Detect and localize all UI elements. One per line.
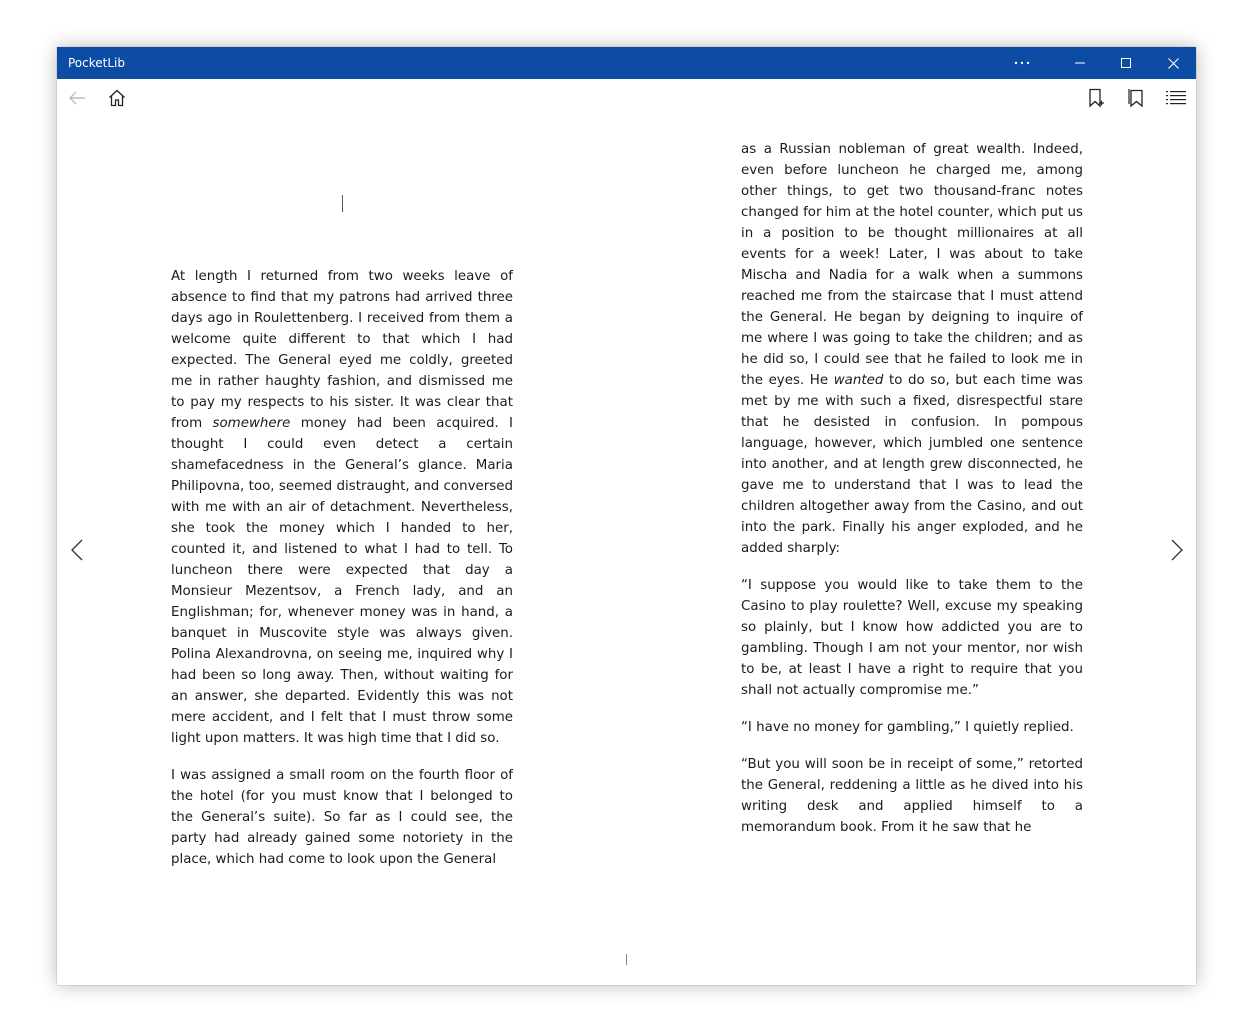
- paragraph-text: as a Russian nobleman of great wealth. Indeed, even before luncheon he charged me, among other things, to get two thousand-franc notes changed for him at the hotel counter, which put us in a position to be thought millionaires at all events for a week! Later, I was about to take Mischa and Nadia for a walk when a summons reached me from the staircase that I must attend the General. He began by deigning to inquire of me where I was going to take the children; and as he did so, I could see that he failed to look me in the eyes. He: [741, 142, 1083, 388]
- paragraph: [171, 266, 513, 749]
- close-icon: [1168, 58, 1179, 69]
- paragraph-text: “But you will soon be in receipt of some,” retorted the General, reddening a little as he dived into his writing desk and applied himself to a memorandum book. From it he saw that he: [741, 757, 1083, 835]
- paragraph: [741, 754, 1083, 838]
- back-button[interactable]: [63, 86, 91, 114]
- title-bar: [57, 47, 1196, 79]
- add-bookmark-icon: [1087, 88, 1105, 112]
- paragraph: [741, 575, 1083, 701]
- chevron-left-icon: [71, 539, 83, 565]
- bookmarks-icon: [1127, 88, 1145, 112]
- paragraph: [741, 717, 1083, 738]
- table-of-contents-button[interactable]: [1162, 86, 1190, 114]
- paragraph-text: to do so, but each time was met by me with such a fixed, disrespectful stare that he desisted in confusion. In pompous language, however, which jumbled one sentence into another, and at length grew disconnected, he gave me to understand that I was to lead the children altogether away from the Casino, and out into the park. Finally his anger exploded, and he added sharply:: [741, 373, 1084, 556]
- left-page: [171, 266, 513, 870]
- more-options-button[interactable]: [999, 47, 1045, 79]
- chevron-right-icon: [1171, 539, 1183, 565]
- paragraph-text: money had been acquired. I thought I could even detect a certain shamefacedness in the General’s glance. Maria Philipovna, too, seemed distraught, and conversed with me with an air of detachment. Nevertheless, she took the money which I handed to her, counted it, and listened to what I had to tell. To luncheon there were expected that day a Monsieur Mezentsov, a French lady, and an Englishman; for, whenever money was in hand, a banquet in Muscovite style was always given. Polina Alexandrovna, on seeing me, inquired why I had been so long away. Then, without waiting for an answer, she departed. Evidently this was not mere accident, and I felt that I must throw some light upon matters. It was high time that I did so.: [171, 416, 513, 746]
- minimize-button[interactable]: [1057, 47, 1103, 79]
- paragraph-text: “I suppose you would like to take them to the Casino to play roulette? Well, excuse my speaking so plainly, but I know how addicted you are to gambling. Though I am not your mentor, nor wish to be, at least I have a right to require that you shall not actually compromise me.”: [741, 578, 1083, 698]
- app-title: PocketLib: [68, 56, 125, 70]
- home-icon: [108, 89, 126, 111]
- add-bookmark-button[interactable]: [1082, 86, 1110, 114]
- paragraph: [171, 765, 513, 870]
- minimize-icon: [1075, 62, 1085, 64]
- text-cursor: [342, 195, 343, 212]
- app-window: [57, 47, 1196, 985]
- paragraph-text: I was assigned a small room on the fourth floor of the hotel (for you must know that I belonged to the General’s suite). So far as I could see, the party had already gained some notoriety in the place, which had come to look upon the General: [171, 768, 513, 867]
- back-arrow-icon: [68, 90, 86, 110]
- paragraph-text: At length I returned from two weeks leave of absence to find that my patrons had arrived three days ago in Roulettenberg. I received from them a welcome quite different to that which I had expected. The General eyed me coldly, greeted me in rather haughty fashion, and dismissed me to pay my respects to his sister. It was clear that from: [171, 269, 513, 431]
- close-button[interactable]: [1150, 47, 1196, 79]
- previous-page-button[interactable]: [62, 532, 92, 572]
- page-indicator: [626, 954, 627, 965]
- maximize-icon: [1121, 58, 1131, 68]
- bookmarks-button[interactable]: [1122, 86, 1150, 114]
- home-button[interactable]: [103, 86, 131, 114]
- emphasized-text: wanted: [833, 373, 884, 388]
- emphasized-text: somewhere: [212, 416, 291, 431]
- right-page: [741, 139, 1083, 838]
- maximize-button[interactable]: [1103, 47, 1149, 79]
- next-page-button[interactable]: [1162, 532, 1192, 572]
- paragraph-text: “I have no money for gambling,” I quietly replied.: [741, 720, 1074, 735]
- paragraph: [741, 139, 1083, 559]
- table-of-contents-icon: [1166, 90, 1186, 110]
- more-dots-icon: [1014, 61, 1030, 65]
